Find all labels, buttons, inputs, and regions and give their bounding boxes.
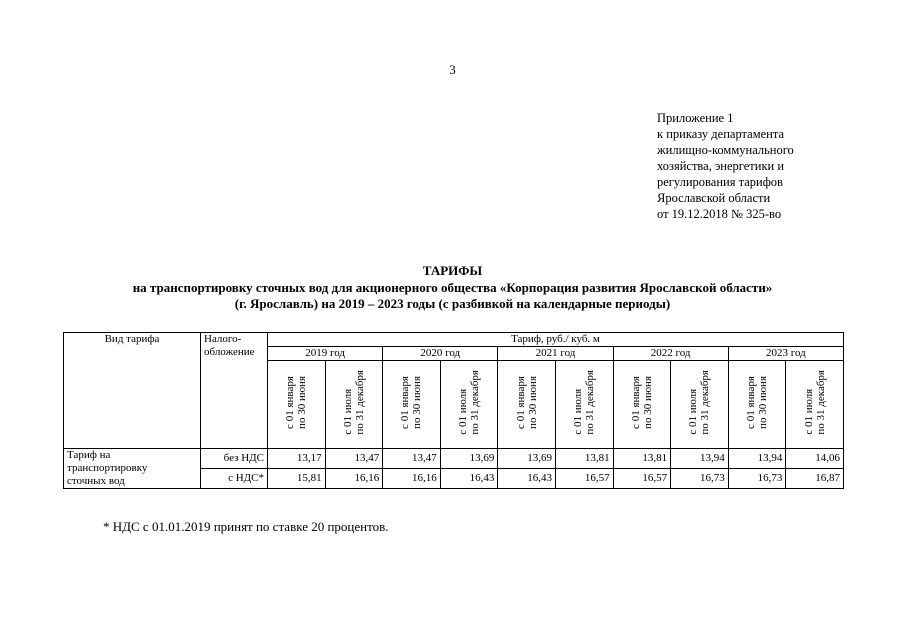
appendix-line: жилищно-коммунального bbox=[657, 143, 794, 157]
value-cell: 13,94 bbox=[728, 449, 786, 469]
value-cell: 16,57 bbox=[555, 469, 613, 489]
tax-cell: с НДС* bbox=[201, 469, 268, 489]
header-period bbox=[440, 361, 498, 449]
vat-footnote: * НДС с 01.01.2019 принят по ставке 20 процентов. bbox=[103, 519, 389, 534]
appendix-line: Приложение 1 bbox=[657, 111, 734, 125]
period-label: с 01 июля по 31 декабря bbox=[572, 370, 597, 435]
header-period bbox=[498, 361, 556, 449]
period-label: с 01 июля по 31 декабря bbox=[457, 370, 482, 435]
value-cell: 13,69 bbox=[498, 449, 556, 469]
value-cell: 13,47 bbox=[325, 449, 383, 469]
period-label: с 01 июля по 31 декабря bbox=[341, 370, 366, 435]
page-number: 3 bbox=[449, 62, 456, 77]
period-label: с 01 января по 30 июня bbox=[284, 376, 309, 429]
appendix-block bbox=[657, 110, 794, 222]
value-cell: 14,06 bbox=[786, 449, 844, 469]
header-period bbox=[786, 361, 844, 449]
value-cell: 16,73 bbox=[728, 469, 786, 489]
period-label: с 01 января по 30 июня bbox=[629, 376, 654, 429]
period-label: с 01 июля по 31 декабря bbox=[687, 370, 712, 435]
header-year: 2021 год bbox=[498, 347, 613, 361]
value-cell: 16,57 bbox=[613, 469, 671, 489]
period-label: с 01 января по 30 июня bbox=[514, 376, 539, 429]
value-cell: 16,43 bbox=[498, 469, 556, 489]
period-label: с 01 июля по 31 декабря bbox=[802, 370, 827, 435]
value-cell: 16,87 bbox=[786, 469, 844, 489]
value-cell: 13,47 bbox=[383, 449, 441, 469]
header-year: 2019 год bbox=[268, 347, 383, 361]
period-label: с 01 января по 30 июня bbox=[399, 376, 424, 429]
appendix-line: от 19.12.2018 № 325-во bbox=[657, 207, 782, 221]
document-subtitle-line-2: (г. Ярославль) на 2019 – 2023 годы (с разбивкой на календарные периоды) bbox=[234, 296, 671, 311]
value-cell: 15,81 bbox=[268, 469, 326, 489]
appendix-line: Ярославской области bbox=[657, 191, 771, 205]
header-period bbox=[325, 361, 383, 449]
table-row bbox=[64, 449, 844, 469]
value-cell: 13,94 bbox=[671, 449, 729, 469]
header-period bbox=[671, 361, 729, 449]
header-year: 2020 год bbox=[383, 347, 498, 361]
value-cell: 13,81 bbox=[613, 449, 671, 469]
header-tariff-unit: Тариф, руб./ куб. м bbox=[268, 333, 844, 347]
value-cell: 16,16 bbox=[325, 469, 383, 489]
appendix-line: к приказу департамента bbox=[657, 127, 785, 141]
document-heading: ТАРИФЫ bbox=[422, 263, 483, 278]
value-cell: 13,69 bbox=[440, 449, 498, 469]
header-period bbox=[268, 361, 326, 449]
header-taxation: Налого- обложение bbox=[201, 333, 268, 449]
header-period bbox=[613, 361, 671, 449]
header-period bbox=[383, 361, 441, 449]
document-title-block bbox=[0, 263, 905, 312]
header-period bbox=[555, 361, 613, 449]
appendix-line: регулирования тарифов bbox=[657, 175, 783, 189]
tariff-table bbox=[63, 332, 844, 489]
value-cell: 16,73 bbox=[671, 469, 729, 489]
document-subtitle-line-1: на транспортировку сточных вод для акционерного общества «Корпорация развития Ярославской области» bbox=[132, 280, 773, 295]
header-tariff-type: Вид тарифа bbox=[64, 333, 201, 449]
value-cell: 16,43 bbox=[440, 469, 498, 489]
value-cell: 13,81 bbox=[555, 449, 613, 469]
header-year: 2022 год bbox=[613, 347, 728, 361]
appendix-line: хозяйства, энергетики и bbox=[657, 159, 785, 173]
value-cell: 13,17 bbox=[268, 449, 326, 469]
period-label: с 01 января по 30 июня bbox=[745, 376, 770, 429]
row-label-tariff: Тариф на транспортировку сточных вод bbox=[64, 449, 201, 489]
value-cell: 16,16 bbox=[383, 469, 441, 489]
header-year: 2023 год bbox=[728, 347, 843, 361]
header-period bbox=[728, 361, 786, 449]
tax-cell: без НДС bbox=[201, 449, 268, 469]
